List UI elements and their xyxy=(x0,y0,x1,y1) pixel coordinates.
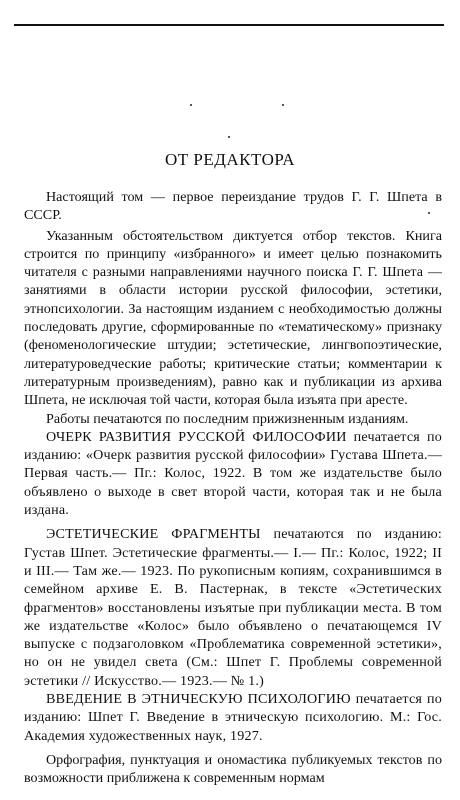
page-title: ОТ РЕДАКТОРА xyxy=(165,150,295,169)
paragraph-ocherk: ОЧЕРК РАЗВИТИЯ РУССКОЙ ФИЛОСОФИИ печатается по изданию: «Очерк развития русской философии» Густава Шпета.— Первая часть.— Пг.: Колос, 1922. В том же издательстве было объявлено о выходе в свет второй части, которая так и не была издана. xyxy=(24,428,442,519)
paragraph-esteticheskie: ЭСТЕТИЧЕСКИЕ ФРАГМЕНТЫ печатаются по изданию: Густав Шпет. Эстетические фрагменты.— I.— Пг.: Колос, 1922; II и III.— Там же.— 1923. По рукописным копиям, сохранившимся в семейном архиве Е. В. Пастернак, в тексте «Эстетических фрагментов» восстановлены изъятые при публикации места. В том же издательстве «Колос» было объявлено о печатающемся IV выпуске с подзаголовком «Проблематика современной эстетики», но он не увидел света (См.: Шпет Г. Проблемы современной эстетики // Искусство.— 1923.— № 1.) xyxy=(24,526,442,689)
speck xyxy=(190,104,192,106)
speck xyxy=(228,136,230,138)
page-body xyxy=(24,188,442,788)
paragraph-editions: Работы печатаются по последним прижизненным изданиям. xyxy=(46,410,409,427)
paragraph-orthography: Орфография, пунктуация и ономастика публикуемых текстов по возможности приближена к современным нормам xyxy=(24,751,442,787)
paragraph-selection: Указанным обстоятельством диктуется отбор текстов. Книга строится по принципу «избранного» и имеет целью познакомить читателя с разными направлениями научного поиска Г. Г. Шпета — занятиями в области истории русской философии, эстетики, этнопсихологии. За настоящим изданием с необходимостью должны последовать другие, сформированные по «тематическому» признаку (феноменологические штудии; эстетические, лингвопоэтические, литературоведческие работы; критические статьи; комментарии к литературным произведениям), равно как и публикации из архива Шпета, не исключая той части, которая была изъята при аресте. xyxy=(24,227,442,409)
speck xyxy=(282,104,284,106)
paragraph-intro: Настоящий том — первое переиздание трудов Г. Г. Шпета в СССР. xyxy=(24,189,442,224)
paragraph-vvedenie: ВВЕДЕНИЕ В ЭТНИЧЕСКУЮ ПСИХОЛОГИЮ печатается по изданию: Шпет Г. Введение в этническую психологию. М.: Гос. Академия художественных наук, 1927. xyxy=(24,691,442,744)
header-rule xyxy=(14,24,444,26)
